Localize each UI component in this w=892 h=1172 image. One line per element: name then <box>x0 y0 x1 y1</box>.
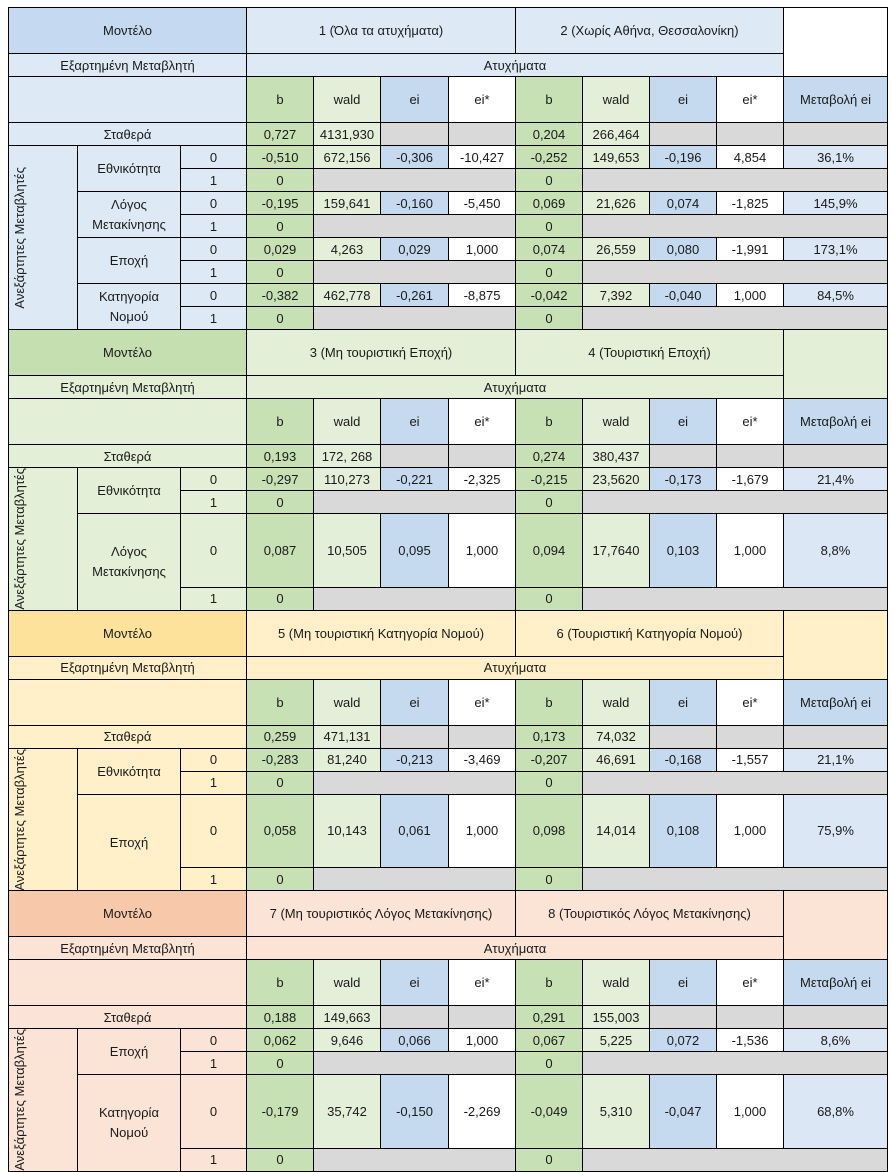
value-change: 8,6% <box>784 1029 888 1052</box>
constant-b-2: 0,204 <box>516 123 583 146</box>
value-b: -0,297 <box>247 468 314 491</box>
value-b: 0,029 <box>247 238 314 261</box>
value-b: -0,207 <box>516 748 583 771</box>
constant-wald-2: 74,032 <box>583 725 650 748</box>
value-wald: 5,225 <box>583 1029 650 1052</box>
independent-vars-label: Ανεξάρτητες Μεταβλητές <box>9 1029 78 1172</box>
value-wald: 17,7640 <box>583 514 650 588</box>
model-2-title: 2 (Χωρίς Αθήνα, Θεσσαλονίκη) <box>516 8 784 54</box>
constant-wald-2: 380,437 <box>583 445 650 468</box>
value-ei: -0,306 <box>381 146 449 169</box>
col-header-change: Μεταβολή ei <box>784 960 888 1006</box>
value-eistar: -1,825 <box>717 192 784 215</box>
model-8-title: 8 (Τουριστικός Λόγος Μετακίνησης) <box>516 891 784 937</box>
col-header-wald: wald <box>314 399 381 445</box>
level-0: 0 <box>181 284 247 307</box>
empty-cell <box>449 445 516 468</box>
empty-cell <box>583 771 888 794</box>
level-1: 1 <box>181 307 247 330</box>
value-eistar: -1,557 <box>717 748 784 771</box>
empty-cell <box>717 445 784 468</box>
level-1: 1 <box>181 771 247 794</box>
independent-vars-label: Ανεξάρτητες Μεταβλητές <box>9 748 78 891</box>
empty-cell <box>314 868 516 891</box>
model-3-title: 3 (Μη τουριστική Εποχή) <box>247 330 516 376</box>
empty-cell <box>314 1052 516 1075</box>
var-category: Κατηγορία Νομού <box>78 284 181 330</box>
col-header-wald: wald <box>583 679 650 725</box>
empty-cell <box>314 215 516 238</box>
var-ethnicity: Εθνικότητα <box>78 748 181 794</box>
blank-corner <box>784 8 888 77</box>
value-b-ref: 0 <box>516 587 583 610</box>
level-1: 1 <box>181 1052 247 1075</box>
independent-vars-label: Ανεξάρτητες Μεταβλητές <box>9 146 78 330</box>
var-ethnicity: Εθνικότητα <box>78 146 181 192</box>
value-b-ref: 0 <box>516 169 583 192</box>
level-1: 1 <box>181 491 247 514</box>
value-ei: -0,160 <box>381 192 449 215</box>
value-change: 145,9% <box>784 192 888 215</box>
value-eistar: 1,000 <box>449 794 516 868</box>
empty-cell <box>650 123 717 146</box>
model-4-title: 4 (Τουριστική Εποχή) <box>516 330 784 376</box>
value-ei: 0,074 <box>650 192 717 215</box>
var-category: Κατηγορία Νομού <box>78 1075 181 1172</box>
var-reason: Λόγος Μετακίνησης <box>78 514 181 611</box>
value-b-ref: 0 <box>247 491 314 514</box>
value-b: -0,042 <box>516 284 583 307</box>
empty-cell <box>583 491 888 514</box>
col-header-b: b <box>247 960 314 1006</box>
value-b-ref: 0 <box>516 771 583 794</box>
value-eistar: -5,450 <box>449 192 516 215</box>
value-ei: -0,168 <box>650 748 717 771</box>
empty-cell <box>717 725 784 748</box>
level-0: 0 <box>181 192 247 215</box>
empty-cell <box>583 261 888 284</box>
value-wald: 7,392 <box>583 284 650 307</box>
value-b-ref: 0 <box>516 1148 583 1171</box>
empty-cell <box>381 123 449 146</box>
value-wald: 462,778 <box>314 284 381 307</box>
value-ei: -0,261 <box>381 284 449 307</box>
var-season: Εποχή <box>78 1029 181 1075</box>
col-header-wald: wald <box>314 960 381 1006</box>
blank-corner <box>784 610 888 679</box>
constant-wald-1: 4131,930 <box>314 123 381 146</box>
value-ei: 0,108 <box>650 794 717 868</box>
dependent-label: Εξαρτημένη Μεταβλητή <box>9 54 247 77</box>
col-header-ei: ei <box>381 77 449 123</box>
section-models-5-6 <box>9 610 888 891</box>
col-header-eistar: ei* <box>449 960 516 1006</box>
value-wald: 23,5620 <box>583 468 650 491</box>
level-0: 0 <box>181 514 247 588</box>
empty-cell <box>650 1006 717 1029</box>
value-wald: 21,626 <box>583 192 650 215</box>
value-b: -0,195 <box>247 192 314 215</box>
constant-wald-1: 149,663 <box>314 1006 381 1029</box>
empty-cell <box>583 1148 888 1171</box>
var-season: Εποχή <box>78 794 181 891</box>
value-b: -0,179 <box>247 1075 314 1149</box>
value-wald: 46,691 <box>583 748 650 771</box>
header-blank <box>9 399 247 445</box>
level-1: 1 <box>181 868 247 891</box>
col-header-ei: ei <box>650 77 717 123</box>
level-1: 1 <box>181 587 247 610</box>
value-b: 0,069 <box>516 192 583 215</box>
value-eistar: 1,000 <box>717 794 784 868</box>
col-header-b: b <box>516 77 583 123</box>
value-wald: 149,653 <box>583 146 650 169</box>
value-b-ref: 0 <box>516 261 583 284</box>
value-ei: 0,103 <box>650 514 717 588</box>
section-models-1-2 <box>9 8 888 330</box>
value-wald: 672,156 <box>314 146 381 169</box>
constant-b-1: 0,727 <box>247 123 314 146</box>
value-eistar: -3,469 <box>449 748 516 771</box>
empty-cell <box>583 169 888 192</box>
empty-cell <box>449 725 516 748</box>
col-header-eistar: ei* <box>449 679 516 725</box>
value-b: 0,094 <box>516 514 583 588</box>
level-1: 1 <box>181 215 247 238</box>
model-7-title: 7 (Μη τουριστικός Λόγος Μετακίνησης) <box>247 891 516 937</box>
var-season: Εποχή <box>78 238 181 284</box>
value-b: -0,283 <box>247 748 314 771</box>
section-models-7-8 <box>9 891 888 1172</box>
value-change: 84,5% <box>784 284 888 307</box>
value-ei: -0,173 <box>650 468 717 491</box>
value-b: 0,067 <box>516 1029 583 1052</box>
blank-corner <box>784 330 888 399</box>
value-ei: 0,029 <box>381 238 449 261</box>
value-b: -0,382 <box>247 284 314 307</box>
col-header-change: Μεταβολή ei <box>784 679 888 725</box>
value-eistar: -2,269 <box>449 1075 516 1149</box>
value-b: 0,074 <box>516 238 583 261</box>
empty-cell <box>583 1052 888 1075</box>
level-0: 0 <box>181 748 247 771</box>
value-wald: 9,646 <box>314 1029 381 1052</box>
value-b-ref: 0 <box>516 491 583 514</box>
level-1: 1 <box>181 1148 247 1171</box>
value-change: 8,8% <box>784 514 888 588</box>
col-header-wald: wald <box>314 77 381 123</box>
constant-wald-2: 155,003 <box>583 1006 650 1029</box>
col-header-b: b <box>247 77 314 123</box>
level-0: 0 <box>181 794 247 868</box>
dependent-value: Ατυχήματα <box>247 656 784 679</box>
value-b-ref: 0 <box>247 771 314 794</box>
col-header-eistar: ei* <box>449 399 516 445</box>
value-b: 0,098 <box>516 794 583 868</box>
value-ei: -0,221 <box>381 468 449 491</box>
dependent-label: Εξαρτημένη Μεταβλητή <box>9 376 247 399</box>
blank-corner <box>784 891 888 960</box>
col-header-b: b <box>247 399 314 445</box>
col-header-b: b <box>516 679 583 725</box>
col-header-change: Μεταβολή ei <box>784 77 888 123</box>
model-1-title: 1 (Όλα τα ατυχήματα) <box>247 8 516 54</box>
level-0: 0 <box>181 1075 247 1149</box>
col-header-change: Μεταβολή ei <box>784 399 888 445</box>
regression-results-table <box>8 7 888 1172</box>
value-b: 0,062 <box>247 1029 314 1052</box>
value-b: -0,252 <box>516 146 583 169</box>
value-eistar: 1,000 <box>449 1029 516 1052</box>
col-header-b: b <box>247 679 314 725</box>
header-blank <box>9 77 247 123</box>
value-eistar: 4,854 <box>717 146 784 169</box>
value-wald: 26,559 <box>583 238 650 261</box>
empty-cell <box>381 1006 449 1029</box>
constant-label: Σταθερά <box>9 123 247 146</box>
constant-b-2: 0,173 <box>516 725 583 748</box>
level-0: 0 <box>181 146 247 169</box>
value-change: 21,4% <box>784 468 888 491</box>
empty-cell <box>314 261 516 284</box>
value-wald: 35,742 <box>314 1075 381 1149</box>
value-b-ref: 0 <box>247 307 314 330</box>
value-wald: 5,310 <box>583 1075 650 1149</box>
model-label: Μοντέλο <box>9 330 247 376</box>
col-header-wald: wald <box>583 77 650 123</box>
value-change: 173,1% <box>784 238 888 261</box>
header-blank <box>9 679 247 725</box>
header-blank <box>9 960 247 1006</box>
col-header-ei: ei <box>650 679 717 725</box>
level-0: 0 <box>181 238 247 261</box>
value-ei: 0,066 <box>381 1029 449 1052</box>
value-b: 0,058 <box>247 794 314 868</box>
constant-label: Σταθερά <box>9 725 247 748</box>
col-header-b: b <box>516 960 583 1006</box>
model-6-title: 6 (Τουριστική Κατηγορία Νομού) <box>516 610 784 656</box>
value-b: 0,087 <box>247 514 314 588</box>
empty-cell <box>314 1148 516 1171</box>
value-b: -0,510 <box>247 146 314 169</box>
col-header-ei: ei <box>381 960 449 1006</box>
value-change: 36,1% <box>784 146 888 169</box>
var-reason: Λόγος Μετακίνησης <box>78 192 181 238</box>
constant-wald-2: 266,464 <box>583 123 650 146</box>
value-b-ref: 0 <box>247 169 314 192</box>
empty-cell <box>381 445 449 468</box>
empty-cell <box>784 1006 888 1029</box>
col-header-wald: wald <box>314 679 381 725</box>
empty-cell <box>583 587 888 610</box>
dependent-label: Εξαρτημένη Μεταβλητή <box>9 937 247 960</box>
col-header-eistar: ei* <box>717 399 784 445</box>
value-change: 75,9% <box>784 794 888 868</box>
value-b-ref: 0 <box>247 868 314 891</box>
value-b-ref: 0 <box>516 868 583 891</box>
col-header-eistar: ei* <box>717 679 784 725</box>
value-b-ref: 0 <box>247 215 314 238</box>
value-ei: 0,080 <box>650 238 717 261</box>
value-wald: 110,273 <box>314 468 381 491</box>
constant-b-2: 0,291 <box>516 1006 583 1029</box>
value-ei: -0,047 <box>650 1075 717 1149</box>
constant-wald-1: 172, 268 <box>314 445 381 468</box>
value-wald: 14,014 <box>583 794 650 868</box>
model-5-title: 5 (Μη τουριστική Κατηγορία Νομού) <box>247 610 516 656</box>
empty-cell <box>784 445 888 468</box>
model-label: Μοντέλο <box>9 8 247 54</box>
constant-b-1: 0,188 <box>247 1006 314 1029</box>
level-1: 1 <box>181 261 247 284</box>
value-eistar: 1,000 <box>717 284 784 307</box>
value-ei: -0,196 <box>650 146 717 169</box>
empty-cell <box>583 307 888 330</box>
value-eistar: 1,000 <box>717 514 784 588</box>
value-eistar: 1,000 <box>449 238 516 261</box>
constant-b-2: 0,274 <box>516 445 583 468</box>
dependent-value: Ατυχήματα <box>247 376 784 399</box>
model-label: Μοντέλο <box>9 610 247 656</box>
value-wald: 81,240 <box>314 748 381 771</box>
value-wald: 10,143 <box>314 794 381 868</box>
value-eistar: -1,679 <box>717 468 784 491</box>
col-header-eistar: ei* <box>717 77 784 123</box>
empty-cell <box>314 771 516 794</box>
value-eistar: -1,536 <box>717 1029 784 1052</box>
col-header-ei: ei <box>381 679 449 725</box>
section-models-3-4 <box>9 330 888 611</box>
empty-cell <box>381 725 449 748</box>
level-0: 0 <box>181 468 247 491</box>
col-header-ei: ei <box>381 399 449 445</box>
dependent-value: Ατυχήματα <box>247 937 784 960</box>
col-header-b: b <box>516 399 583 445</box>
empty-cell <box>784 123 888 146</box>
col-header-ei: ei <box>650 960 717 1006</box>
level-1: 1 <box>181 169 247 192</box>
empty-cell <box>650 445 717 468</box>
value-ei: 0,072 <box>650 1029 717 1052</box>
value-ei: 0,095 <box>381 514 449 588</box>
constant-label: Σταθερά <box>9 1006 247 1029</box>
value-b-ref: 0 <box>516 1052 583 1075</box>
level-0: 0 <box>181 1029 247 1052</box>
value-wald: 4,263 <box>314 238 381 261</box>
value-eistar: -10,427 <box>449 146 516 169</box>
value-ei: -0,040 <box>650 284 717 307</box>
col-header-wald: wald <box>583 399 650 445</box>
empty-cell <box>784 725 888 748</box>
constant-b-1: 0,259 <box>247 725 314 748</box>
independent-vars-label: Ανεξάρτητες Μεταβλητές <box>9 468 78 611</box>
value-b-ref: 0 <box>516 307 583 330</box>
col-header-eistar: ei* <box>717 960 784 1006</box>
value-eistar: 1,000 <box>717 1075 784 1149</box>
value-wald: 159,641 <box>314 192 381 215</box>
col-header-eistar: ei* <box>449 77 516 123</box>
empty-cell <box>583 215 888 238</box>
value-eistar: -2,325 <box>449 468 516 491</box>
empty-cell <box>717 1006 784 1029</box>
value-b-ref: 0 <box>247 1148 314 1171</box>
value-eistar: -1,991 <box>717 238 784 261</box>
value-b-ref: 0 <box>516 215 583 238</box>
value-b-ref: 0 <box>247 261 314 284</box>
value-change: 68,8% <box>784 1075 888 1149</box>
col-header-wald: wald <box>583 960 650 1006</box>
empty-cell <box>650 725 717 748</box>
value-ei: -0,213 <box>381 748 449 771</box>
empty-cell <box>449 123 516 146</box>
value-b-ref: 0 <box>247 1052 314 1075</box>
value-eistar: 1,000 <box>449 514 516 588</box>
empty-cell <box>449 1006 516 1029</box>
empty-cell <box>314 307 516 330</box>
dependent-value: Ατυχήματα <box>247 54 784 77</box>
value-b: -0,049 <box>516 1075 583 1149</box>
empty-cell <box>314 491 516 514</box>
constant-wald-1: 471,131 <box>314 725 381 748</box>
dependent-label: Εξαρτημένη Μεταβλητή <box>9 656 247 679</box>
value-ei: -0,150 <box>381 1075 449 1149</box>
empty-cell <box>717 123 784 146</box>
model-label: Μοντέλο <box>9 891 247 937</box>
value-change: 21,1% <box>784 748 888 771</box>
var-ethnicity: Εθνικότητα <box>78 468 181 514</box>
value-wald: 10,505 <box>314 514 381 588</box>
value-b-ref: 0 <box>247 587 314 610</box>
empty-cell <box>314 169 516 192</box>
constant-b-1: 0,193 <box>247 445 314 468</box>
col-header-ei: ei <box>650 399 717 445</box>
value-eistar: -8,875 <box>449 284 516 307</box>
value-ei: 0,061 <box>381 794 449 868</box>
value-b: -0,215 <box>516 468 583 491</box>
empty-cell <box>314 587 516 610</box>
constant-label: Σταθερά <box>9 445 247 468</box>
empty-cell <box>583 868 888 891</box>
